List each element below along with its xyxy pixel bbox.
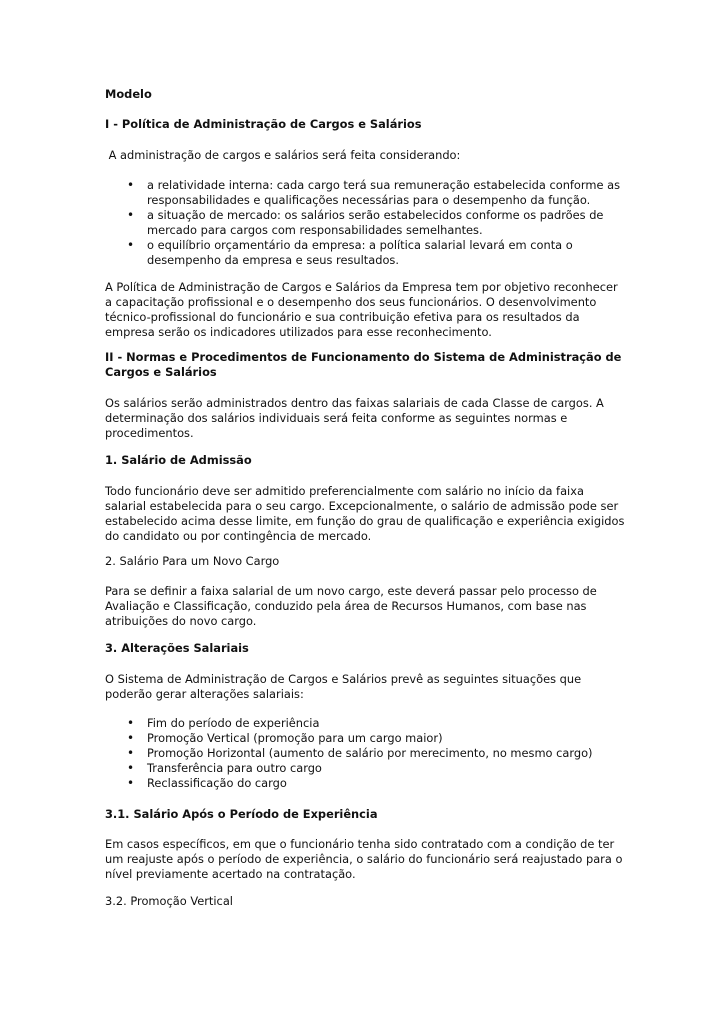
bullet-icon: • [127,761,135,775]
bullet-icon: • [127,178,135,192]
bullet-icon: • [127,238,135,252]
subsection-3-paragraph: O Sistema de Administração de Cargos e Salários prevê as seguintes situações que poderão gerar alterações salariais: [105,672,582,701]
subsection-2-heading: 2. Salário Para um Novo Cargo [105,554,280,568]
section-2-heading: II - Normas e Procedimentos de Funcionamento do Sistema de Administração de Cargos e Salários [105,350,622,379]
subsection-3-2-heading: 3.2. Promoção Vertical [105,894,233,908]
bullet-icon: • [127,731,135,745]
bullet-icon: • [127,208,135,222]
doc-title: Modelo [105,87,152,101]
bullet-icon: • [127,776,135,790]
section-1-intro: A administração de cargos e salários será feita considerando: [105,148,461,162]
bullet-icon: • [127,716,135,730]
section-1-paragraph: A Política de Administração de Cargos e Salários da Empresa tem por objetivo reconhecer a capacitação profissional e o desempenho dos seus funcionários. O desenvolvimento técnico-profissional do funcionário e sua contribuição efetiva para os resultados da empresa serão os indicadores utilizados para esse reconhecimento. [105,280,618,339]
subsection-1-heading: 1. Salário de Admissão [105,453,252,467]
list-item: • o equilíbrio orçamentário da empresa: a política salarial levará em conta o desempenho da empresa e seus resultados. [127,238,573,267]
subsection-3-1-paragraph: Em casos específicos, em que o funcionário tenha sido contratado com a condição de ter um reajuste após o período de experiência, o salário do funcionário será reajustado para o nível previamente acertado na contratação. [105,837,623,881]
list-item: • Promoção Horizontal (aumento de salário por merecimento, no mesmo cargo) [127,746,593,760]
list-item: • Reclassificação do cargo [127,776,287,790]
subsection-3-heading: 3. Alterações Salariais [105,641,249,655]
list-item: • Fim do período de experiência [127,716,320,730]
list-item: • a relatividade interna: cada cargo terá sua remuneração estabelecida conforme as responsabilidades e qualificações necessárias para o desempenho da função. [127,178,621,207]
section-1-bullet-list [105,178,625,268]
list-item: • a situação de mercado: os salários serão estabelecidos conforme os padrões de mercado para cargos com responsabilidades semelhantes. [127,208,604,237]
section-1-heading: I - Política de Administração de Cargos e Salários [105,117,422,131]
section-2-paragraph: Os salários serão administrados dentro das faixas salariais de cada Classe de cargos. A determinação dos salários individuais será feita conforme as seguintes normas e procedimentos. [105,396,604,440]
list-item: • Transferência para outro cargo [127,761,322,775]
list-item: • Promoção Vertical (promoção para um cargo maior) [127,731,443,745]
subsection-3-1-heading: 3.1. Salário Após o Período de Experiência [105,807,378,821]
subsection-2-paragraph: Para se definir a faixa salarial de um novo cargo, este deverá passar pelo processo de Avaliação e Classificação, conduzido pela área de Recursos Humanos, com base nas atribuições do novo cargo. [105,584,597,628]
section-3-bullet-list [105,716,625,791]
bullet-icon: • [127,746,135,760]
subsection-1-paragraph: Todo funcionário deve ser admitido preferencialmente com salário no início da faixa salarial estabelecida para o seu cargo. Excepcionalmente, o salário de admissão pode ser estabelecido acima desse limite, em função do grau de qualificação e experiência exigidos do candidato ou por contingência de mercado. [105,484,625,543]
